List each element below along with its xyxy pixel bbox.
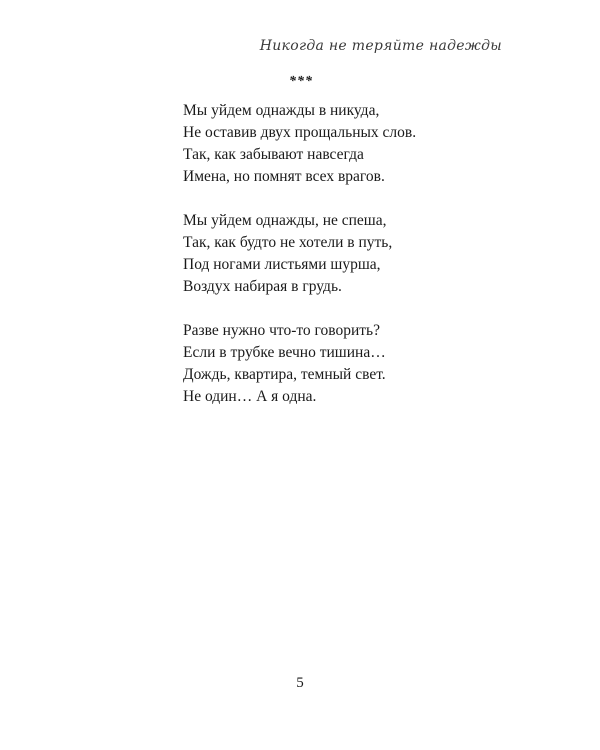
stanza xyxy=(183,320,416,408)
stanza xyxy=(183,210,416,298)
poem-line: Мы уйдем однажды в никуда, xyxy=(183,102,380,119)
poem-line: Не один… А я одна. xyxy=(183,388,317,405)
poem xyxy=(183,100,416,430)
stanza xyxy=(183,100,416,188)
poem-line: Разве нужно что-то говорить? xyxy=(183,322,380,339)
poem-line: Воздух набирая в грудь. xyxy=(183,278,342,295)
poem-line: Если в трубке вечно тишина… xyxy=(183,344,386,361)
poem-line: Так, как забывают навсегда xyxy=(183,146,364,163)
poem-line: Мы уйдем однажды, не спеша, xyxy=(183,212,387,229)
running-header: Никогда не теряйте надежды xyxy=(259,38,502,54)
poem-line: Имена, но помнят всех врагов. xyxy=(183,168,385,185)
poem-line: Дождь, квартира, темный свет. xyxy=(183,366,386,383)
poem-line: Под ногами листьями шурша, xyxy=(183,256,381,273)
section-marker: *** xyxy=(289,74,313,89)
poem-line: Так, как будто не хотели в путь, xyxy=(183,234,393,251)
page-number: 5 xyxy=(296,675,304,691)
poem-line: Не оставив двух прощальных слов. xyxy=(183,124,417,141)
